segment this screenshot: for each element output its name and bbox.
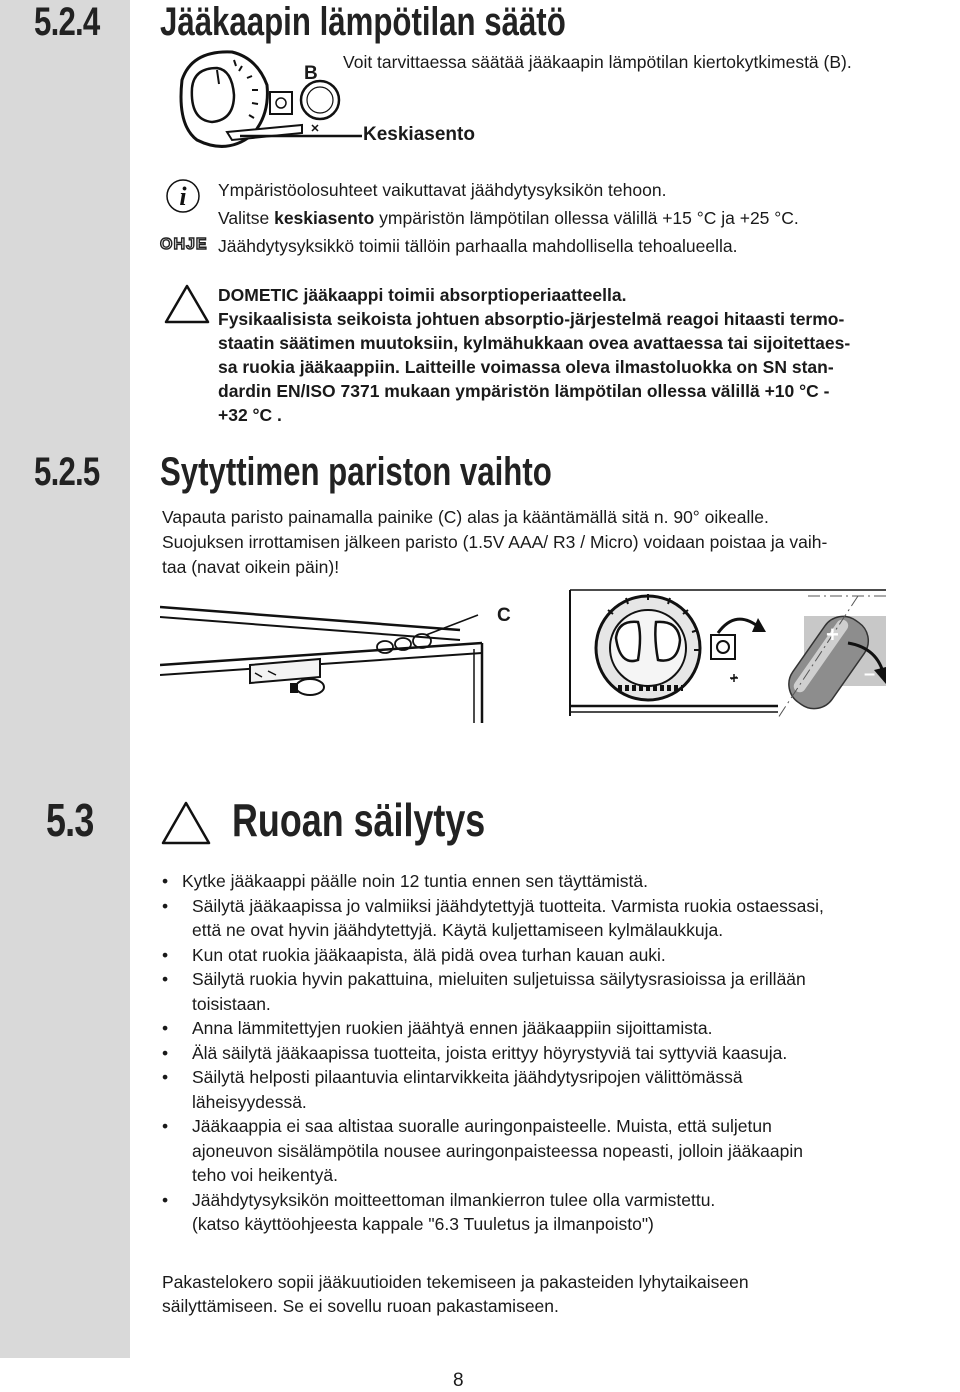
label-b: B (304, 63, 318, 84)
list-item-text: että ne ovat hyvin jäähdytettyjä. Käytä kuljettamiseen kylmälaukkuja. (192, 920, 724, 940)
fridge-panel-illustration (160, 595, 490, 723)
list-item (162, 1065, 942, 1114)
info-line-3: Jäähdytysyksikkö toimii tällöin parhaalla mahdollisella tehoalueella. (218, 236, 738, 256)
bullet: • (162, 871, 169, 891)
bullet: • (162, 1116, 169, 1136)
list-item-text: Kytke jääkaappi päälle noin 12 tuntia ennen sen täyttämistä. (182, 871, 649, 891)
list-item (162, 1188, 942, 1237)
bullet: • (162, 944, 169, 965)
info-line-1: Ympäristöolosuhteet vaikuttavat jäähdytysyksikön tehoon. (218, 180, 667, 200)
bullet: • (162, 1042, 169, 1063)
warn-line-2: Fysikaalisista seikoista johtuen absorptio-järjestelmä reagoi hitaasti termo- (218, 309, 845, 329)
freezer-note-line-2: säilyttämiseen. Se ei sovellu ruoan pakastamiseen. (162, 1296, 559, 1316)
list-item-text: Anna lämmitettyjen ruokien jäähtyä ennen jääkaappiin sijoittamista. (192, 1018, 713, 1038)
info-line-2-pre: Valitse (218, 208, 275, 228)
list-item (162, 894, 942, 943)
battery-illustration (568, 588, 886, 718)
list-item (162, 1016, 942, 1041)
info-icon (165, 178, 201, 214)
page-sidebar (0, 0, 130, 1358)
bullet: • (162, 895, 169, 916)
list-item-text: Kun otat ruokia jääkaapista, älä pidä ovea turhan kauan auki. (192, 944, 666, 965)
list-item (162, 869, 942, 894)
warn-line-6: +32 °C . (218, 405, 282, 425)
keskiasento-label: Keskiasento (363, 124, 475, 145)
ohje-label: OHJE (160, 236, 208, 253)
info-line-2-post: ympäristön lämpötilan ollessa välillä +15 °C ja +25 °C. (374, 208, 799, 228)
list-item-text: teho voi heikentyä. (192, 1165, 338, 1185)
warning-icon-53 (160, 800, 212, 846)
info-line-2-bold: keskiasento (274, 208, 375, 228)
list-item-text: ajoneuvon sisälämpötila nousee auringonpaisteessa nopeasti, jolloin jääkaapin (192, 1140, 803, 1161)
list-item-text: läheisyydessä. (192, 1091, 307, 1112)
thermostat-dial-illustration (172, 40, 362, 160)
info-line-2 (218, 206, 799, 230)
battery-plus: + (826, 622, 839, 647)
list-item-text: Säilytä ruokia hyvin pakattuina, mieluiten suljetuissa säilytysrasioissa ja erillään (192, 969, 806, 989)
list-item (162, 967, 942, 1016)
section-number-524: 5.2.4 (34, 0, 100, 44)
bullet: • (162, 969, 169, 989)
list-item-text: Jäähdytysyksikön moitteettoman ilmankierron tulee olla varmistettu. (192, 1189, 716, 1210)
list-item-text: Säilytä jääkaapissa jo valmiiksi jäähdytettyjä tuotteita. Varmista ruokia ostaessasi, (192, 895, 824, 916)
list-item-text: Säilytä helposti pilaantuvia elintarvikkeita jäähdytysripojen välittömässä (192, 1067, 743, 1087)
label-c: C (497, 605, 511, 626)
section-number-525: 5.2.5 (34, 450, 100, 494)
intro-text: Voit tarvittaessa säätää jääkaapin lämpötilan kiertokytkimestä (B). (343, 52, 852, 72)
battery-line-2: Suojuksen irrottamisen jälkeen paristo (1.5V AAA/ R3 / Micro) voidaan poistaa ja vaih- (162, 532, 828, 552)
list-item-text: Älä säilytä jääkaapissa tuotteita, joista erittyy höyrystyviä tai syttyviä kaasuja. (192, 1042, 788, 1063)
battery-line-1: Vapauta paristo painamalla painike (C) alas ja kääntämällä sitä n. 90° oikealle. (162, 507, 769, 527)
warning-icon (163, 283, 211, 325)
battery-minus: – (864, 663, 876, 685)
freezer-note-line-1: Pakastelokero sopii jääkuutioiden tekemiseen ja pakasteiden lyhytaikaiseen (162, 1272, 749, 1292)
list-item-text: (katso käyttöohjeesta kappale "6.3 Tuuletus ja ilmanpoisto") (192, 1214, 654, 1234)
section-title-53: Ruoan säilytys (232, 794, 486, 846)
list-item (162, 1041, 942, 1066)
section-number-53: 5.3 (46, 794, 94, 846)
page-number: 8 (453, 1370, 464, 1391)
section-title-524: Jääkaapin lämpötilan säätö (160, 0, 566, 44)
bullet: • (162, 1189, 169, 1210)
warn-line-4: sa ruokia jääkaappiin. Laitteille voimassa oleva ilmastoluokka on SN stan- (218, 357, 834, 377)
list-item (162, 1114, 942, 1188)
warn-line-5: dardin EN/ISO 7371 mukaan ympäristön lämpötilan ollessa välillä +10 °C - (218, 381, 830, 401)
bullet: • (162, 1067, 169, 1087)
svg-text:i: i (179, 182, 187, 211)
warn-line-1: DOMETIC jääkaappi toimii absorptioperiaatteella. (218, 285, 627, 305)
warn-line-3: staatin säätimen muutoksiin, kylmähukkaan ovea avattaessa tai sijoitettaes- (218, 333, 851, 353)
section-title-525: Sytyttimen pariston vaihto (160, 450, 552, 494)
list-item-text: toisistaan. (192, 993, 271, 1014)
list-item (162, 943, 942, 968)
storage-tips-list (162, 869, 942, 1237)
list-item-text: Jääkaappia ei saa altistaa suoralle auringonpaisteelle. Muista, että suljetun (192, 1116, 772, 1136)
battery-line-3: taa (navat oikein päin)! (162, 557, 340, 577)
bullet: • (162, 1018, 169, 1038)
